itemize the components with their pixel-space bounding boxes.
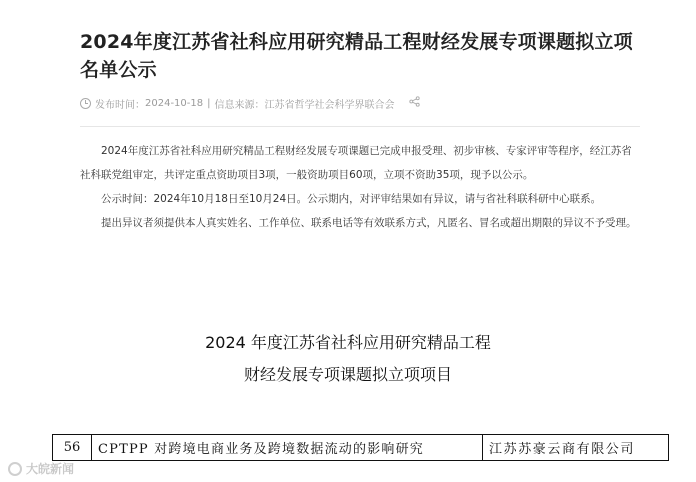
watermark [8,460,74,477]
page-title: 2024年度江苏省社科应用研究精品工程财经发展专项课题拟立项名单公示 [80,31,633,81]
document-heading-line2: 财经发展专项课题拟立项项目 [243,365,452,384]
table-row [53,435,669,461]
share-icon[interactable] [409,96,420,110]
document-heading-line1: 2024 年度江苏省社科应用研究精品工程 [205,333,491,352]
published-label: 发布时间： [95,99,145,111]
watermark-logo-icon [8,462,22,476]
organization: 江苏苏豪云商有限公司 [483,435,669,461]
published-date: 2024-10-18 [145,97,204,109]
source-name: 江苏省哲学社会科学界联合会 [264,99,395,111]
article [80,28,640,235]
row-number: 56 [53,435,92,461]
source-label: 信息来源： [214,99,265,111]
divider [80,126,640,127]
clock-icon [80,98,91,109]
meta-separator: | [207,97,211,109]
article-meta [80,94,640,112]
article-body [80,139,640,235]
watermark-text: 大皖新闻 [26,462,75,476]
body-paragraph: 提出异议者须提供本人真实姓名、工作单位、联系电话等有效联系方式，凡匿名、冒名或超出期限的异议不予受理。 [101,217,637,229]
project-table [52,434,669,461]
body-paragraph: 2024年度江苏省社科应用研究精品工程财经发展专项课题已完成申报受理、初步审核、专家评审等程序，经江苏省社科联党组审定，共评定重点资助项目3项，一般资助项目60项，立项不资助35项，现予以公示。 [80,145,632,181]
project-title: CPTPP 对跨境电商业务及跨境数据流动的影响研究 [92,435,483,461]
body-paragraph: 公示时间：2024年10月18日至10月24日。公示期内，对评审结果如有异议，请与省社科联科研中心联系。 [101,193,602,205]
